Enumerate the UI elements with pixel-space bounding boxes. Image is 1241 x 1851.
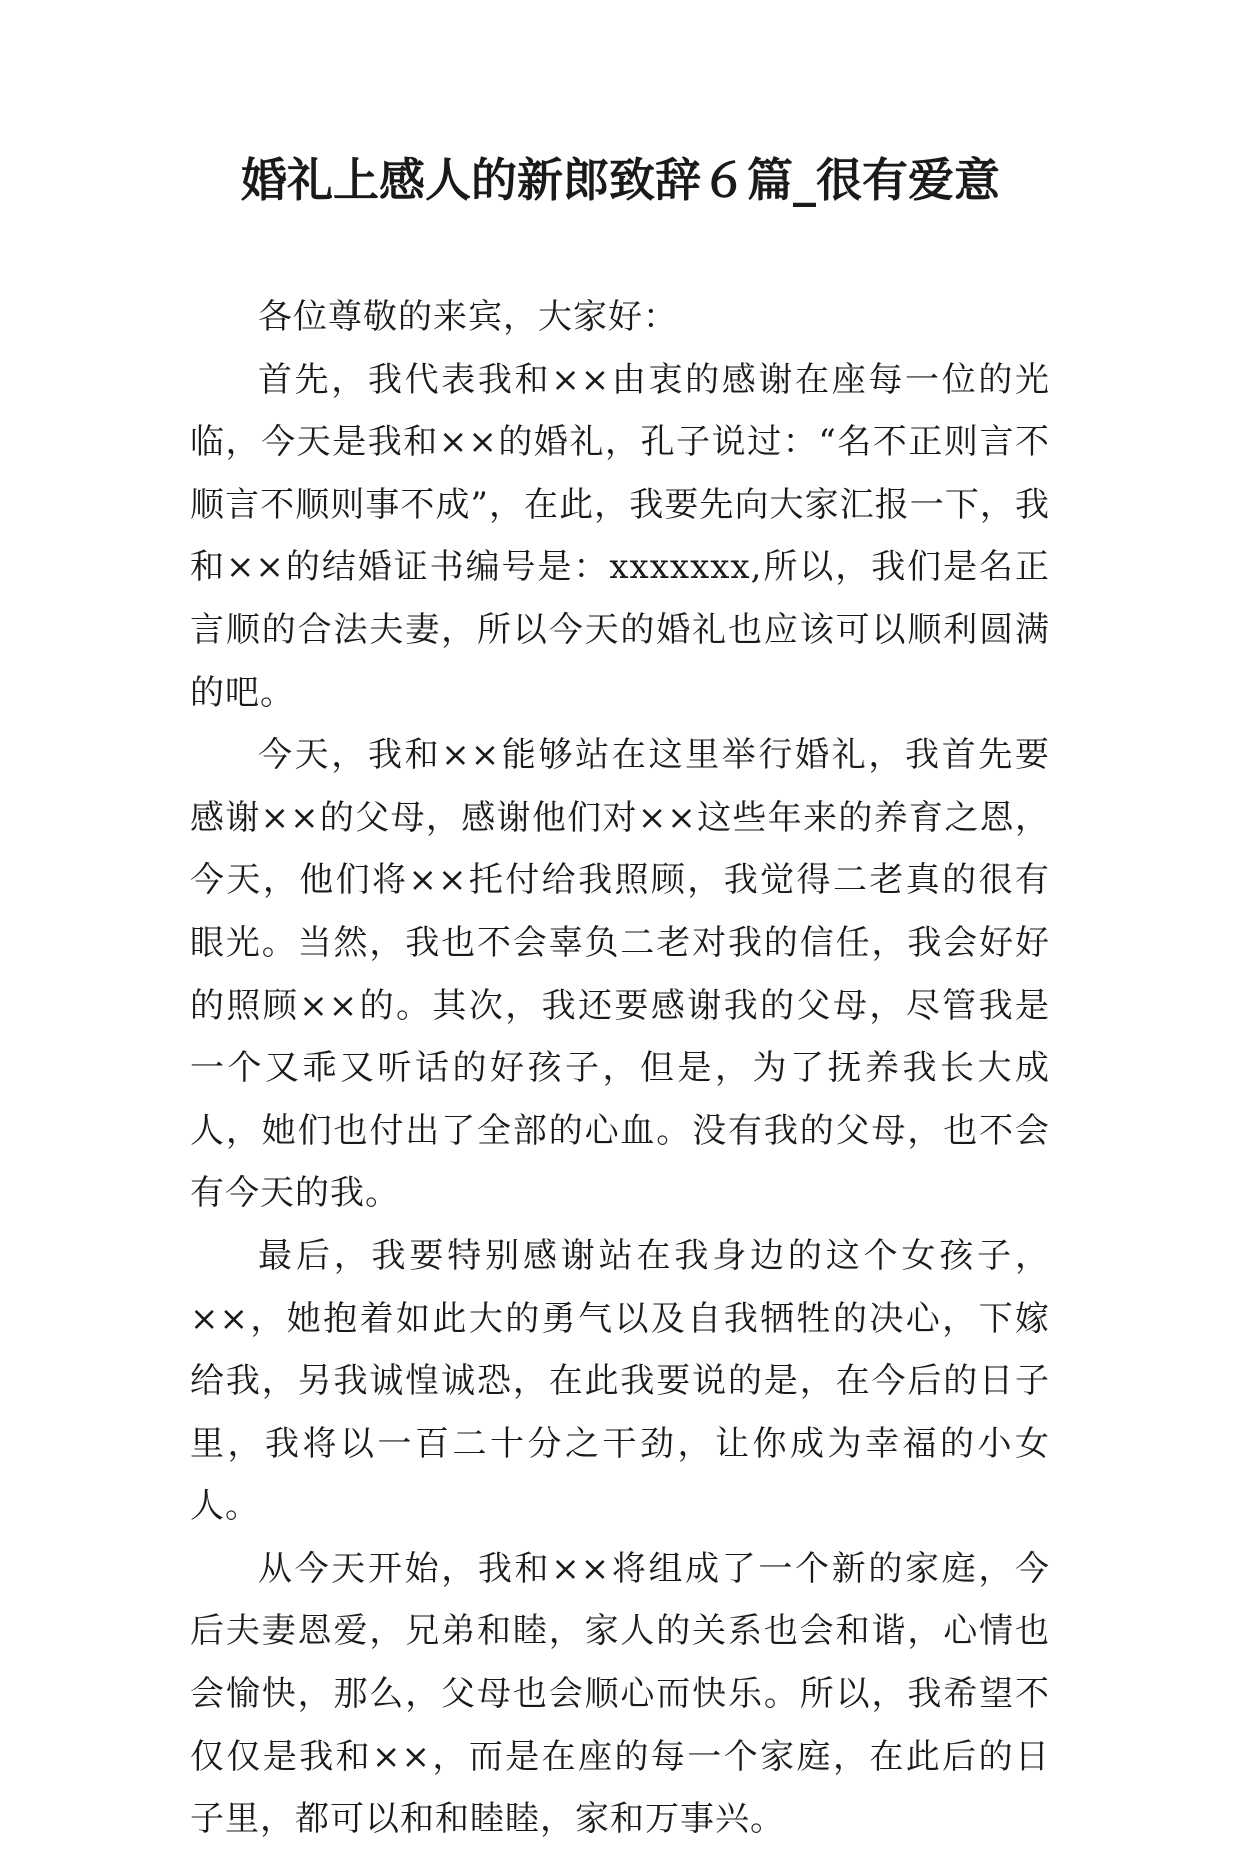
paragraph-4: 从今天开始，我和××将组成了一个新的家庭，今后夫妻恩爱，兄弟和睦，家人的关系也会和谐，心情也会愉快，那么，父母也会顺心而快乐。所以，我希望不仅仅是我和××，而是在座的每一个家庭，在此后的日子里，都可以和和睦睦，家和万事兴。 xyxy=(190,1548,1050,1840)
paragraph-3: 最后，我要特别感谢站在我身边的这个女孩子，××，她抱着如此大的勇气以及自我牺牲的决心，下嫁给我，另我诚惶诚恐，在此我要说的是，在今后的日子里，我将以一百二十分之干劲，让你成为幸福的小女人。 xyxy=(190,1235,1050,1527)
paragraph-2: 今天，我和××能够站在这里举行婚礼，我首先要感谢××的父母，感谢他们对××这些年来的养育之恩，今天，他们将××托付给我照顾，我觉得二老真的很有眼光。当然，我也不会辜负二老对我的信任，我会好好的照顾××的。其次，我还要感谢我的父母，尽管我是一个又乖又听话的好孩子，但是，为了抚养我长大成人，她们也付出了全部的心血。没有我的父母，也不会有今天的我。 xyxy=(190,735,1050,1214)
paragraph-greeting: 各位尊敬的来宾，大家好： xyxy=(258,297,678,337)
paragraph-1: 首先，我代表我和××由衷的感谢在座每一位的光临，今天是我和××的婚礼，孔子说过：“名不正则言不顺言不顺则事不成”，在此，我要先向大家汇报一下，我和××的结婚证书编号是：xxxxxxx,所以，我们是名正言顺的合法夫妻，所以今天的婚礼也应该可以顺利圆满的吧。 xyxy=(190,359,1050,713)
document-body xyxy=(190,286,1050,1851)
page-title: 婚礼上感人的新郎致辞６篇_很有爱意 xyxy=(241,153,1000,207)
